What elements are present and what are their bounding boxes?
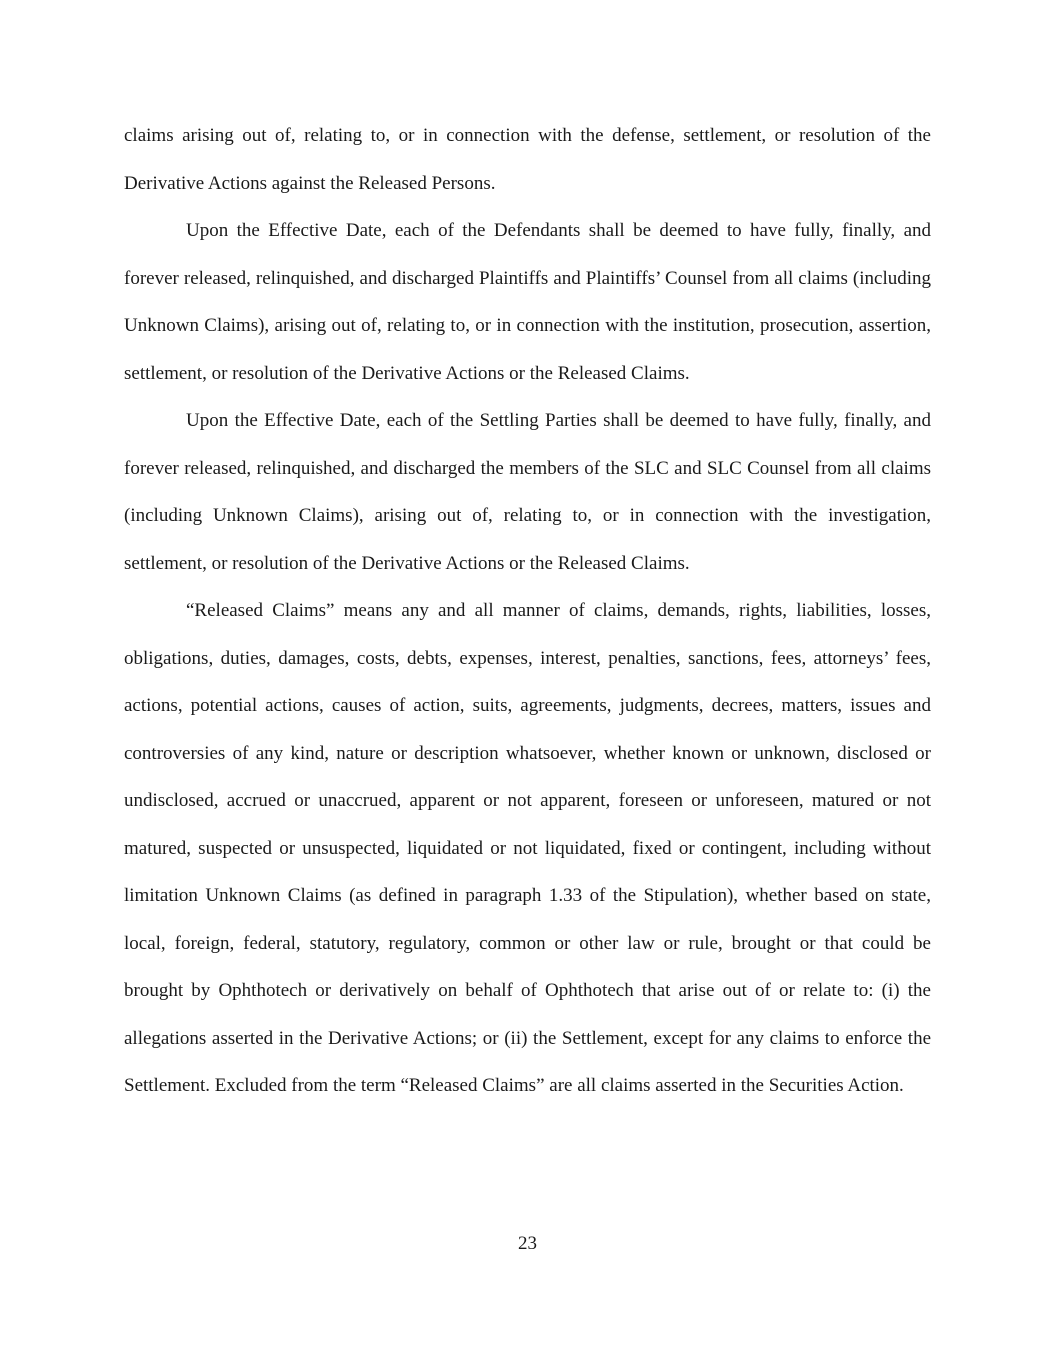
document-body — [124, 112, 931, 1110]
paragraph-continuation: claims arising out of, relating to, or in connection with the defense, settlement, or resolution of the Derivative Actions against the Released Persons. — [124, 125, 931, 194]
paragraph-settling-parties-release: Upon the Effective Date, each of the Settling Parties shall be deemed to have fully, finally, and forever released, relinquished, and discharged the members of the SLC and SLC Counsel from all claims (including Unknown Claims), arising out of, relating to, or in connection with the investigation, settlement, or resolution of the Derivative Actions or the Released Claims. — [124, 410, 931, 574]
page-number: 23 — [518, 1233, 537, 1254]
paragraph-released-claims-definition: “Released Claims” means any and all manner of claims, demands, rights, liabilities, losses, obligations, duties, damages, costs, debts, expenses, interest, penalties, sanctions, fees, attorneys’ fees, actions, potential actions, causes of action, suits, agreements, judgments, decrees, matters, issues and controversies of any kind, nature or description whatsoever, whether known or unknown, disclosed or undisclosed, accrued or unaccrued, apparent or not apparent, foreseen or unforeseen, matured or not matured, suspected or unsuspected, liquidated or not liquidated, fixed or contingent, including without limitation Unknown Claims (as defined in paragraph 1.33 of the Stipulation), whether based on state, local, foreign, federal, statutory, regulatory, common or other law or rule, brought or that could be brought by Ophthotech or derivatively on behalf of Ophthotech that arise out of or relate to: (i) the allegations asserted in the Derivative Actions; or (ii) the Settlement, except for any claims to enforce the Settlement. Excluded from the term “Released Claims” are all claims asserted in the Securities Action. — [124, 600, 931, 1096]
paragraph-defendants-release: Upon the Effective Date, each of the Defendants shall be deemed to have fully, finally, and forever released, relinquished, and discharged Plaintiffs and Plaintiffs’ Counsel from all claims (including Unknown Claims), arising out of, relating to, or in connection with the institution, prosecution, assertion, settlement, or resolution of the Derivative Actions or the Released Claims. — [124, 220, 931, 384]
